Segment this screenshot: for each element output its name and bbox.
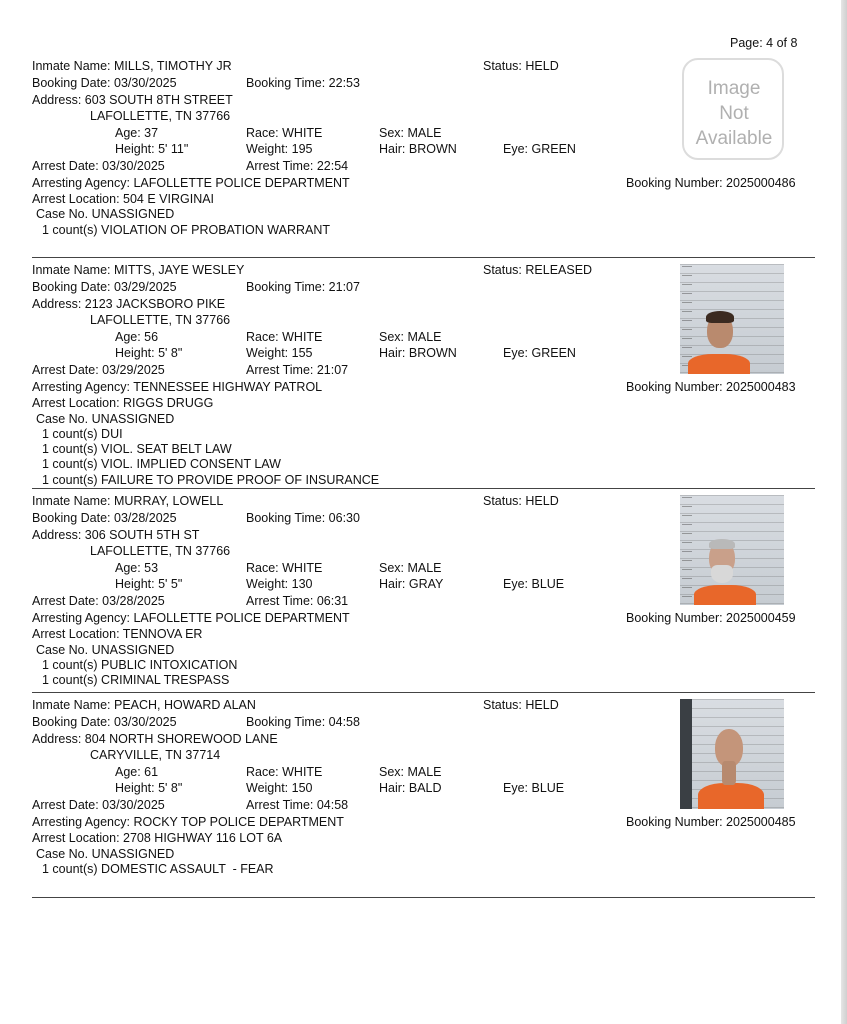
height: Height: 5' 8" [115, 781, 183, 795]
weight: Weight: 155 [246, 346, 313, 360]
age: Age: 37 [115, 126, 159, 140]
height: Height: 5' 5" [115, 577, 183, 591]
race: Race: WHITE [246, 330, 323, 344]
mugshot-photo [680, 699, 784, 809]
charge: 1 count(s) VIOL. IMPLIED CONSENT LAW [42, 457, 281, 471]
record-divider [32, 692, 815, 693]
weight: Weight: 150 [246, 781, 313, 795]
record-divider [32, 897, 815, 898]
placeholder-text-available: Available [695, 128, 773, 149]
arrest-location: Arrest Location: RIGGS DRUGG [32, 396, 214, 410]
address-line-1: Address: 2123 JACKSBORO PIKE [32, 297, 226, 311]
weight: Weight: 130 [246, 577, 313, 591]
record-divider [32, 257, 815, 258]
age: Age: 61 [115, 765, 159, 779]
image-not-available-placeholder [682, 58, 786, 166]
orange-shirt [688, 354, 750, 374]
arresting-agency: Arresting Agency: ROCKY TOP POLICE DEPARTMENT [32, 815, 344, 829]
case-number: Case No. UNASSIGNED [36, 847, 175, 861]
arrest-date: Arrest Date: 03/30/2025 [32, 159, 165, 173]
mugshot-photo [680, 264, 784, 374]
eye: Eye: GREEN [503, 346, 576, 360]
booking-time: Booking Time: 06:30 [246, 511, 360, 525]
booking-time: Booking Time: 04:58 [246, 715, 360, 729]
arrest-time: Arrest Time: 21:07 [246, 363, 349, 377]
record-divider [32, 488, 815, 489]
inmate-name: Inmate Name: MURRAY, LOWELL [32, 494, 224, 508]
address-line-2: LAFOLLETTE, TN 37766 [90, 313, 231, 327]
address-line-2: LAFOLLETTE, TN 37766 [90, 544, 231, 558]
hair [706, 311, 734, 323]
height: Height: 5' 8" [115, 346, 183, 360]
booking-number: Booking Number: 2025000459 [626, 611, 796, 625]
arresting-agency: Arresting Agency: TENNESSEE HIGHWAY PATROL [32, 380, 323, 394]
height-scale [682, 497, 692, 603]
case-number: Case No. UNASSIGNED [36, 643, 175, 657]
eye: Eye: BLUE [503, 577, 565, 591]
weight: Weight: 195 [246, 142, 313, 156]
orange-shirt [694, 585, 756, 605]
beard [711, 565, 733, 583]
arrest-date: Arrest Date: 03/29/2025 [32, 363, 165, 377]
address-line-1: Address: 603 SOUTH 8TH STREET [32, 93, 233, 107]
charge: 1 count(s) VIOLATION OF PROBATION WARRANT [42, 223, 331, 237]
page-edge [841, 0, 847, 1024]
charge: 1 count(s) CRIMINAL TRESPASS [42, 673, 230, 687]
inmate-name: Inmate Name: MITTS, JAYE WESLEY [32, 263, 245, 277]
charge: 1 count(s) DUI [42, 427, 123, 441]
inmate-name: Inmate Name: MILLS, TIMOTHY JR [32, 59, 232, 73]
booking-date: Booking Date: 03/29/2025 [32, 280, 177, 294]
address-line-1: Address: 306 SOUTH 5TH ST [32, 528, 200, 542]
page-number: Page: 4 of 8 [730, 36, 798, 50]
status: Status: HELD [483, 59, 559, 73]
race: Race: WHITE [246, 126, 323, 140]
booking-time: Booking Time: 21:07 [246, 280, 360, 294]
eye: Eye: GREEN [503, 142, 576, 156]
height: Height: 5' 11" [115, 142, 189, 156]
hair: Hair: BROWN [379, 142, 457, 156]
age: Age: 53 [115, 561, 159, 575]
hair: Hair: BROWN [379, 346, 457, 360]
race: Race: WHITE [246, 765, 323, 779]
charge: 1 count(s) FAILURE TO PROVIDE PROOF OF INSURANCE [42, 473, 380, 487]
booking-number: Booking Number: 2025000486 [626, 176, 796, 190]
arrest-location: Arrest Location: 2708 HIGHWAY 116 LOT 6A [32, 831, 283, 845]
arresting-agency: Arresting Agency: LAFOLLETTE POLICE DEPARTMENT [32, 176, 350, 190]
booking-number: Booking Number: 2025000485 [626, 815, 796, 829]
booking-date: Booking Date: 03/30/2025 [32, 76, 177, 90]
sex: Sex: MALE [379, 765, 442, 779]
inmate-name: Inmate Name: PEACH, HOWARD ALAN [32, 698, 256, 712]
eye: Eye: BLUE [503, 781, 565, 795]
sex: Sex: MALE [379, 561, 442, 575]
case-number: Case No. UNASSIGNED [36, 207, 175, 221]
arrest-date: Arrest Date: 03/28/2025 [32, 594, 165, 608]
booking-number: Booking Number: 2025000483 [626, 380, 796, 394]
status: Status: HELD [483, 698, 559, 712]
arrest-location: Arrest Location: TENNOVA ER [32, 627, 203, 641]
address-line-2: CARYVILLE, TN 37714 [90, 748, 221, 762]
arresting-agency: Arresting Agency: LAFOLLETTE POLICE DEPARTMENT [32, 611, 350, 625]
status: Status: RELEASED [483, 263, 593, 277]
arrest-location: Arrest Location: 504 E VIRGINAI [32, 192, 215, 206]
charge: 1 count(s) PUBLIC INTOXICATION [42, 658, 238, 672]
sex: Sex: MALE [379, 330, 442, 344]
status: Status: HELD [483, 494, 559, 508]
height-scale [682, 266, 692, 372]
dark-edge [680, 699, 692, 809]
case-number: Case No. UNASSIGNED [36, 412, 175, 426]
neck [722, 761, 736, 785]
hair: Hair: GRAY [379, 577, 444, 591]
mugshot-photo [680, 495, 784, 605]
booking-time: Booking Time: 22:53 [246, 76, 360, 90]
sex: Sex: MALE [379, 126, 442, 140]
address-line-2: LAFOLLETTE, TN 37766 [90, 109, 231, 123]
placeholder-text-not: Not [719, 103, 749, 124]
arrest-date: Arrest Date: 03/30/2025 [32, 798, 165, 812]
arrest-time: Arrest Time: 04:58 [246, 798, 349, 812]
age: Age: 56 [115, 330, 159, 344]
charge: 1 count(s) VIOL. SEAT BELT LAW [42, 442, 232, 456]
booking-date: Booking Date: 03/28/2025 [32, 511, 177, 525]
arrest-time: Arrest Time: 06:31 [246, 594, 349, 608]
placeholder-text-image: Image [707, 78, 761, 99]
race: Race: WHITE [246, 561, 323, 575]
charge: 1 count(s) DOMESTIC ASSAULT - FEAR [42, 862, 274, 876]
booking-date: Booking Date: 03/30/2025 [32, 715, 177, 729]
hair: Hair: BALD [379, 781, 442, 795]
arrest-time: Arrest Time: 22:54 [246, 159, 349, 173]
hair [709, 539, 735, 549]
address-line-1: Address: 804 NORTH SHOREWOOD LANE [32, 732, 278, 746]
orange-shirt [698, 783, 764, 809]
